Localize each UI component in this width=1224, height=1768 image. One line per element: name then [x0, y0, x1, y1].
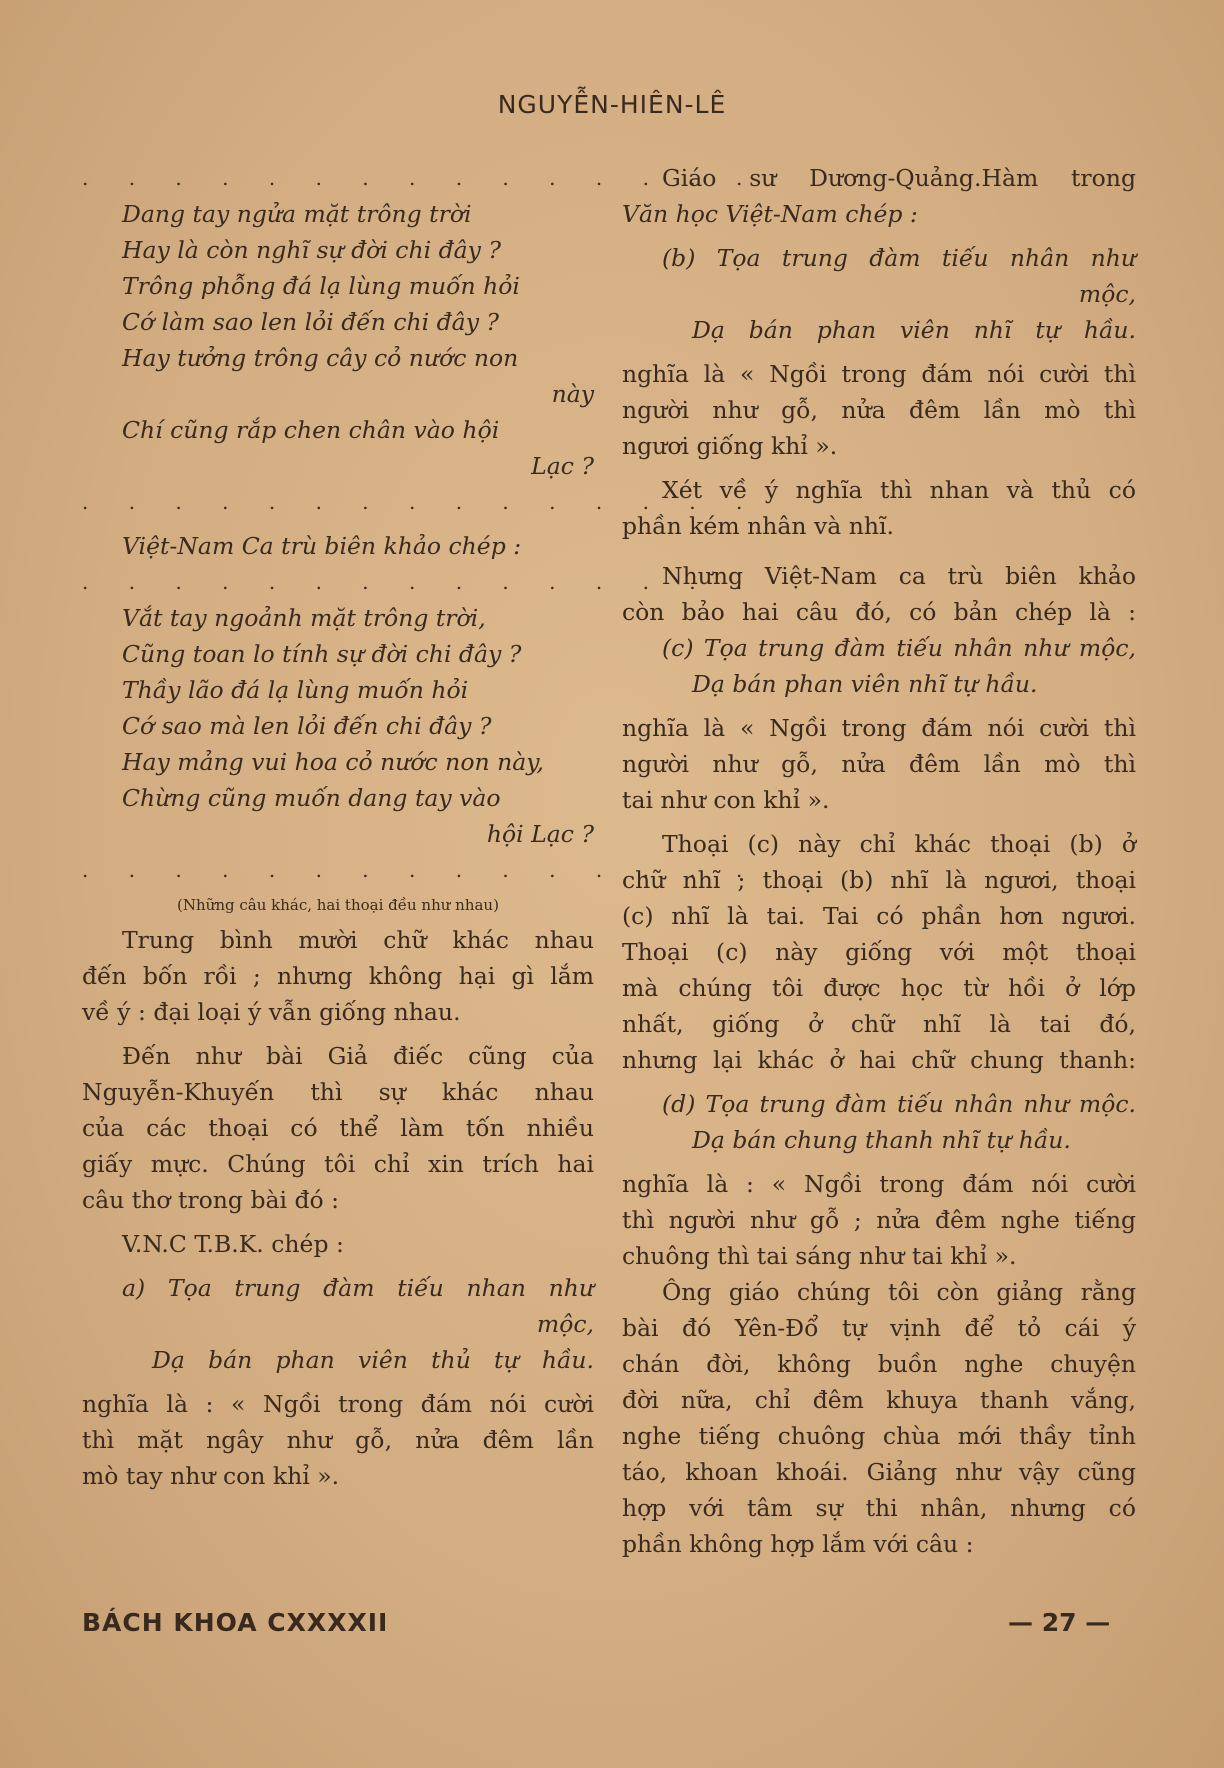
verse-line: Vắt tay ngoảnh mặt trông trời, — [122, 604, 486, 632]
verse-line: Dạ bán phan viên nhĩ tự hầu. — [692, 316, 1136, 344]
paragraph-line: mà chúng tôi được học từ hồi ở lớp — [622, 974, 1136, 1002]
page-header: NGUYỄN-HIÊN-LÊ — [497, 90, 727, 119]
verse-line-continued: mộc, — [536, 1310, 594, 1338]
verse-line-continued: này — [551, 380, 594, 408]
paragraph-line: phần kém nhân và nhĩ. — [622, 512, 894, 540]
ellipsis-line: . . . . . . . . . . . . . . . — [82, 166, 760, 190]
paragraph-line: Đến như bài Giả điếc cũng của — [122, 1042, 594, 1070]
paragraph-line: Nhưng Việt-Nam ca trù biên khảo — [662, 562, 1136, 590]
ellipsis-line: . . . . . . . . . . . . . . . — [82, 570, 760, 594]
magazine-footer: BÁCH KHOA CXXXXII — [82, 1608, 389, 1637]
paragraph-line: Trung bình mười chữ khác nhau — [122, 926, 594, 954]
paragraph-line: của các thoại có thể làm tốn nhiều — [82, 1114, 594, 1142]
verse-line: Dang tay ngửa mặt trông trời — [122, 200, 472, 228]
paragraph-line: còn bảo hai câu đó, có bản chép là : — [622, 598, 1136, 626]
paragraph-line: chữ nhĩ ; thoại (b) nhĩ là ngươi, thoại — [622, 866, 1136, 894]
verse-line: Dạ bán phan viên nhĩ tự hầu. — [692, 670, 1038, 698]
verse-line: Hay tưởng trông cây cỏ nước non — [122, 344, 519, 372]
paragraph-line: người như gỗ, nửa đêm lần mò thì — [622, 750, 1136, 778]
verse-line: Cớ làm sao len lỏi đến chi đây ? — [122, 308, 500, 336]
note-line: (Những câu khác, hai thoại đều như nhau) — [177, 896, 499, 914]
verse-line: Chí cũng rắp chen chân vào hội — [122, 416, 500, 444]
paragraph-line: hợp với tâm sự thi nhân, nhưng có — [622, 1494, 1136, 1522]
verse-line: Trông phỗng đá lạ lùng muốn hỏi — [122, 272, 520, 300]
verse-line: (d) Tọa trung đàm tiếu nhân như mộc. — [662, 1090, 1136, 1118]
ellipsis-line: . . . . . . . . . . . . . . . — [82, 490, 760, 514]
verse-line: Hay mảng vui hoa cỏ nước non này, — [122, 748, 544, 776]
verse-line-continued: mộc, — [1078, 280, 1136, 308]
source-line: V.N.C T.B.K. chép : — [122, 1230, 344, 1258]
paragraph-line: Giáo sư Dương-Quảng.Hàm trong — [662, 164, 1136, 192]
paragraph-line: nhưng lại khác ở hai chữ chung thanh: — [622, 1046, 1136, 1074]
paragraph-line: người như gỗ, nửa đêm lần mò thì — [622, 396, 1136, 424]
paragraph-line: Ông giáo chúng tôi còn giảng rằng — [662, 1278, 1136, 1306]
paragraph-line: thì người như gỗ ; nửa đêm nghe tiếng — [622, 1206, 1136, 1234]
verse-line: a) Tọa trung đàm tiếu nhan như — [122, 1274, 594, 1302]
paragraph-line: tai như con khỉ ». — [622, 786, 830, 814]
paragraph-line: đến bốn rồi ; nhưng không hại gì lắm — [82, 962, 594, 990]
paragraph-line: táo, khoan khoái. Giảng như vậy cũng — [622, 1458, 1136, 1486]
paragraph-line: nghĩa là : « Ngồi trong đám nói cười — [622, 1170, 1136, 1198]
paragraph-line: nhất, giống ở chữ nhĩ là tai đó, — [622, 1010, 1136, 1038]
paragraph-line: câu thơ trong bài đó : — [82, 1186, 340, 1214]
paragraph-line: (c) nhĩ là tai. Tai có phần hơn ngươi. — [622, 902, 1136, 930]
verse-line: Dạ bán phan viên thủ tự hầu. — [152, 1346, 594, 1374]
paragraph-line: phần không hợp lắm với câu : — [622, 1530, 974, 1558]
paragraph-line: nghĩa là « Ngồi trong đám nói cười thì — [622, 360, 1136, 388]
right-column — [622, 160, 1136, 1562]
paragraph-line: về ý : đại loại ý vẫn giống nhau. — [82, 998, 461, 1026]
verse-line-continued: hội Lạc ? — [486, 820, 594, 848]
verse-line: Hay là còn nghĩ sự đời chi đây ? — [122, 236, 501, 264]
paragraph-line: đời nữa, chỉ đêm khuya thanh vắng, — [622, 1386, 1136, 1414]
source-line: Việt-Nam Ca trù biên khảo chép : — [122, 532, 522, 560]
paragraph-line: thì mặt ngây như gỗ, nửa đêm lần — [82, 1426, 594, 1454]
paragraph-line: ngươi giống khỉ ». — [622, 432, 838, 460]
verse-line: Chừng cũng muốn dang tay vào — [122, 784, 501, 812]
verse-line: Thầy lão đá lạ lùng muốn hỏi — [122, 676, 469, 704]
paragraph-line: Văn học Việt-Nam chép : — [622, 200, 918, 228]
verse-line-continued: Lạc ? — [531, 452, 594, 480]
paragraph-line: Xét về ý nghĩa thì nhan và thủ có — [662, 476, 1136, 504]
paragraph-line: nghe tiếng chuông chùa mới thầy tỉnh — [622, 1422, 1136, 1450]
verse-line: Cớ sao mà len lỏi đến chi đây ? — [122, 712, 492, 740]
paragraph-line: Thoại (c) này giống với một thoại — [622, 938, 1136, 966]
paragraph-line: Nguyễn-Khuyến thì sự khác nhau — [82, 1078, 594, 1106]
paragraph-line: nghĩa là « Ngồi trong đám nói cười thì — [622, 714, 1136, 742]
page-number: — 27 — — [1008, 1608, 1111, 1637]
paragraph-line: bài đó Yên-Đổ tự vịnh để tỏ cái ý — [622, 1314, 1136, 1342]
paragraph-line: Thoại (c) này chỉ khác thoại (b) ở — [662, 830, 1136, 858]
verse-line: Cũng toan lo tính sự đời chi đây ? — [122, 640, 522, 668]
paragraph-line: chuông thì tai sáng như tai khỉ ». — [622, 1242, 1017, 1270]
verse-line: (c) Tọa trung đàm tiếu nhân như mộc, — [662, 634, 1136, 662]
paragraph-line: mò tay như con khỉ ». — [82, 1462, 340, 1490]
paragraph-line: nghĩa là : « Ngồi trong đám nói cười — [82, 1390, 594, 1418]
paragraph-line: chán đời, không buồn nghe chuyện — [622, 1350, 1136, 1378]
verse-line: (b) Tọa trung đàm tiếu nhân như — [662, 244, 1136, 272]
verse-line: Dạ bán chung thanh nhĩ tự hầu. — [692, 1126, 1071, 1154]
paragraph-line: giấy mực. Chúng tôi chỉ xin trích hai — [82, 1150, 594, 1178]
ellipsis-line: . . . . . . . . . . . . . . . — [82, 858, 760, 882]
